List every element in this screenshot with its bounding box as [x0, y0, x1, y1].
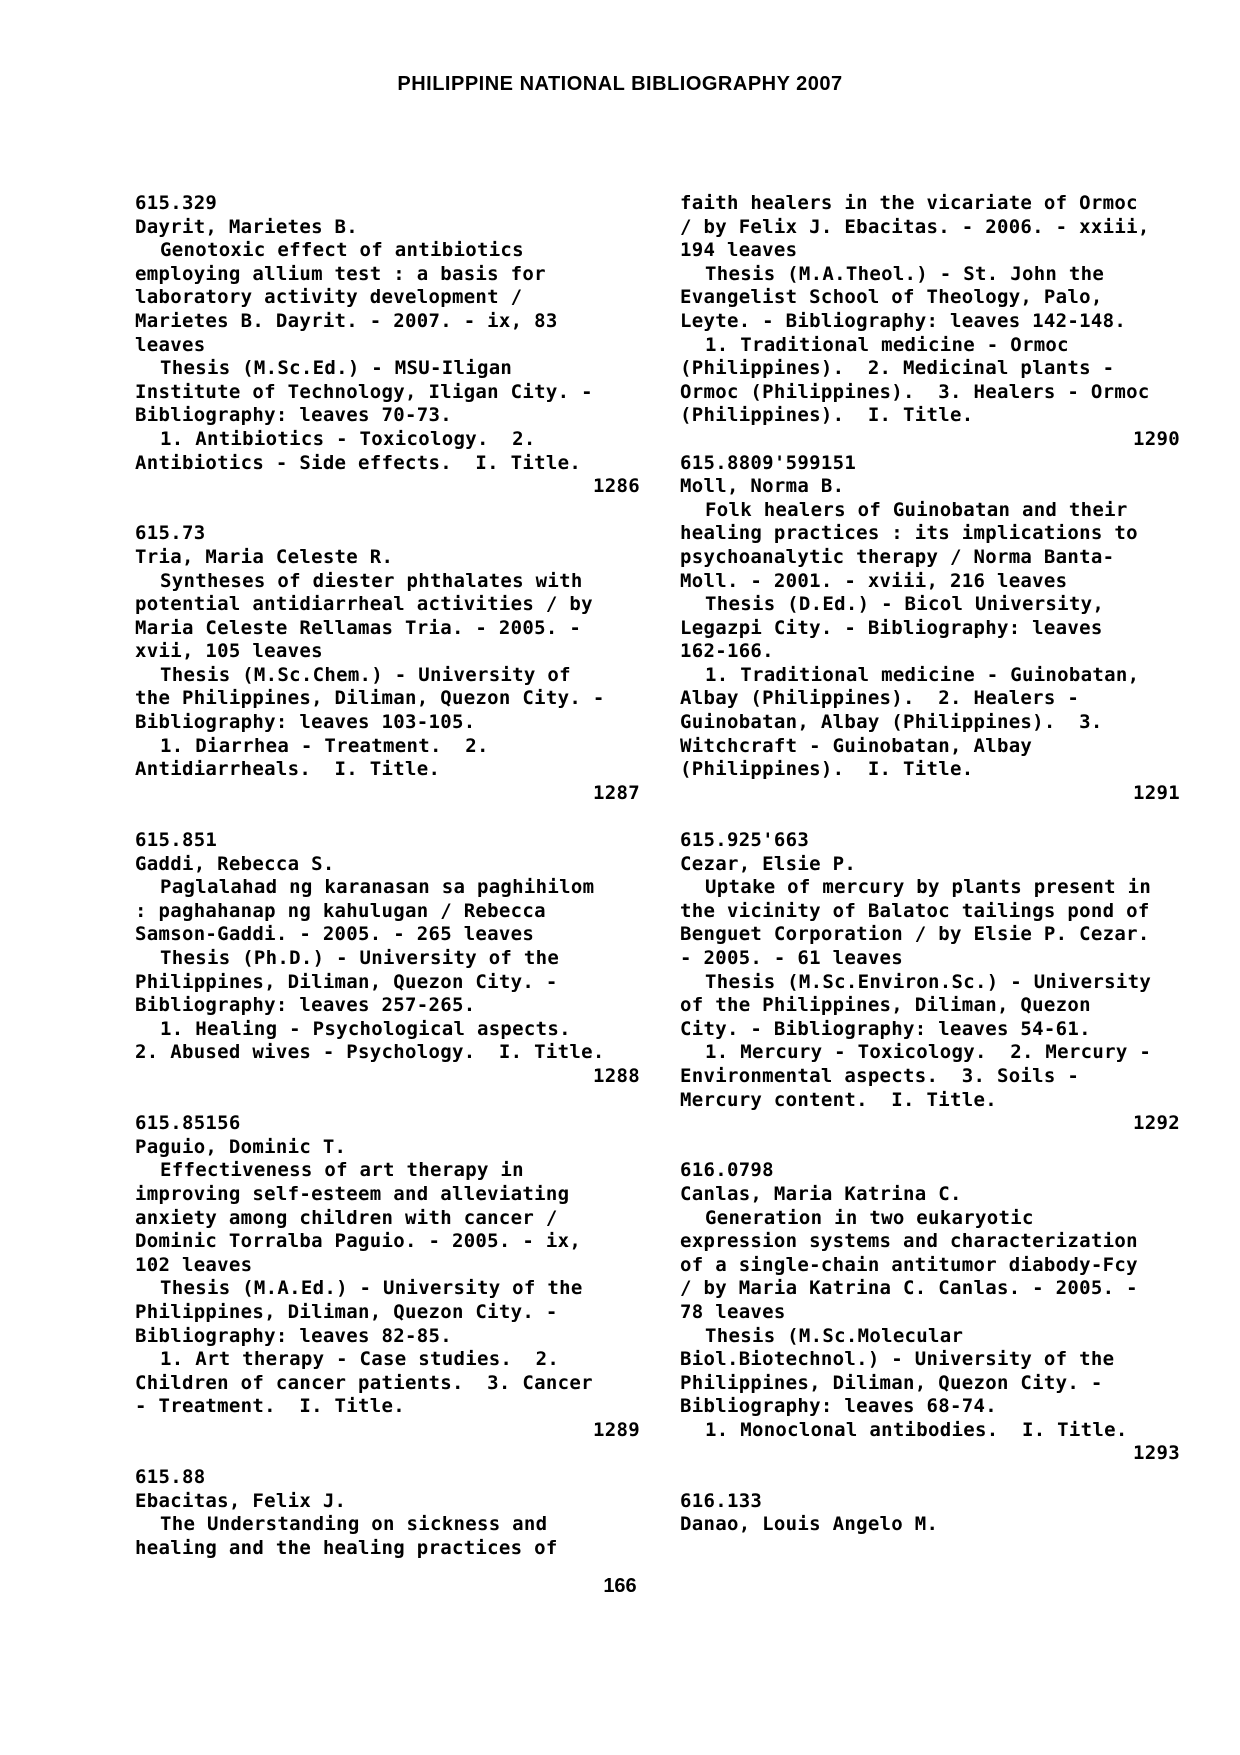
- entry-line: : paghahanap ng kahulugan / Rebecca: [135, 899, 546, 922]
- entry-line: Moll, Norma B.: [680, 475, 845, 498]
- entry-line-indented: Thesis (M.Sc.Molecular: [705, 1324, 964, 1347]
- entry-line-indented: 1. Mercury - Toxicology. 2. Mercury -: [705, 1041, 1152, 1064]
- entry-line-indented: Thesis (Ph.D.) - University of the: [160, 947, 560, 969]
- entry-spacer: [680, 805, 1180, 829]
- entry-line: Cezar, Elsie P.: [680, 852, 857, 875]
- entry-number: 1286: [593, 475, 640, 498]
- entry-line: City. - Bibliography: leaves 54-61.: [680, 1017, 1091, 1040]
- entry-line-indented: 1. Traditional medicine - Ormoc: [705, 333, 1069, 356]
- entry-line: Ebacitas, Felix J.: [135, 1489, 347, 1512]
- entry-line: Institute of Technology, Iligan City. -: [135, 380, 593, 403]
- entry-line-indented: Generation in two eukaryotic: [705, 1206, 1034, 1229]
- entry-number: 1289: [593, 1418, 640, 1441]
- entry-line: Paguio, Dominic T.: [135, 1135, 347, 1158]
- entry-line-indented: 1. Antibiotics - Toxicology. 2.: [160, 427, 536, 450]
- entry-line: 615.851: [135, 829, 218, 852]
- entry-line-indented: Thesis (M.Sc.Ed.) - MSU-Iligan: [160, 357, 513, 380]
- entry-line-indented: Thesis (M.A.Ed.) - University of the: [160, 1277, 583, 1300]
- entry-line: 615.85156: [135, 1112, 241, 1135]
- entry-line: 78 leaves: [680, 1300, 786, 1323]
- entry-line: Dominic Torralba Paguio. - 2005. - ix,: [135, 1230, 582, 1253]
- entry-line: of a single-chain antitumor diabody-Fcy: [680, 1253, 1138, 1276]
- entry-line: Marietes B. Dayrit. - 2007. - ix, 83: [135, 309, 558, 332]
- entry-spacer: [135, 805, 640, 829]
- entry-line-indented: 1. Monoclonal antibodies. I. Title.: [705, 1418, 1128, 1441]
- entry-line: laboratory activity development /: [135, 286, 523, 309]
- entry-line: 616.0798: [680, 1159, 774, 1182]
- entry-line-indented: Thesis (M.Sc.Environ.Sc.) - University: [705, 970, 1152, 993]
- entry-line: Legazpi City. - Bibliography: leaves: [680, 616, 1103, 639]
- entry-line: (Philippines). I. Title.: [680, 758, 974, 781]
- entry-line-indented: 1. Traditional medicine - Guinobatan,: [705, 663, 1140, 686]
- entry-spacer: [135, 1089, 640, 1113]
- entry-line: Tria, Maria Celeste R.: [135, 545, 394, 568]
- entry-line: Antibiotics - Side effects. I. Title.: [135, 451, 582, 474]
- entry-line: Philippines, Diliman, Quezon City. -: [135, 1300, 558, 1323]
- entry-line-indented: Thesis (D.Ed.) - Bicol University,: [705, 593, 1105, 616]
- right-column: [680, 192, 1180, 1537]
- entry-line: Maria Celeste Rellamas Tria. - 2005. -: [135, 616, 582, 639]
- entry-spacer: [135, 499, 640, 523]
- entry-number: 1292: [1133, 1112, 1180, 1135]
- entry-spacer: [135, 1442, 640, 1466]
- entry-line: 162-166.: [680, 640, 774, 663]
- entry-line: Philippines, Diliman, Quezon City. -: [135, 970, 558, 993]
- entry-line: Moll. - 2001. - xviii, 216 leaves: [680, 569, 1068, 592]
- entry-line: Leyte. - Bibliography: leaves 142-148.: [680, 309, 1127, 332]
- entry-line: the Philippines, Diliman, Quezon City. -: [135, 687, 605, 710]
- entry-line: Guinobatan, Albay (Philippines). 3.: [680, 711, 1103, 734]
- left-column: [135, 192, 640, 1560]
- entry-number: 1290: [1133, 427, 1180, 450]
- entry-line-indented: The Understanding on sickness and: [160, 1513, 548, 1536]
- entry-spacer: [680, 1466, 1180, 1490]
- entry-line-indented: Thesis (M.A.Theol.) - St. John the: [705, 262, 1105, 285]
- entry-line: Canlas, Maria Katrina C.: [680, 1182, 962, 1205]
- entry-line: Benguet Corporation / by Elsie P. Cezar.: [680, 923, 1150, 946]
- entry-line-indented: Syntheses of diester phthalates with: [160, 569, 583, 592]
- entry-line: 2. Abused wives - Psychology. I. Title.: [135, 1041, 605, 1064]
- entry-line-indented: Thesis (M.Sc.Chem.) - University of: [160, 663, 571, 686]
- entry-line-indented: 1. Diarrhea - Treatment. 2.: [160, 734, 489, 757]
- entry-line-indented: Uptake of mercury by plants present in: [705, 876, 1152, 899]
- entry-line: Albay (Philippines). 2. Healers -: [680, 687, 1080, 710]
- entry-line: 615.329: [135, 192, 218, 214]
- entry-line: of the Philippines, Diliman, Quezon: [680, 994, 1091, 1017]
- entry-line: Bibliography: leaves 103-105.: [135, 711, 476, 734]
- entry-number: 1288: [593, 1064, 640, 1087]
- entry-line: Evangelist School of Theology, Palo,: [680, 286, 1103, 309]
- entry-line: 615.88: [135, 1466, 206, 1489]
- entry-line: (Philippines). 2. Medicinal plants -: [680, 357, 1115, 380]
- entry-line-indented: 1. Art therapy - Case studies. 2.: [160, 1348, 560, 1371]
- entry-line-indented: 1. Healing - Psychological aspects.: [160, 1017, 571, 1040]
- entry-line: - Treatment. I. Title.: [135, 1395, 405, 1418]
- entry-spacer: [680, 1136, 1180, 1160]
- entry-line: 615.925'663: [680, 829, 810, 852]
- entry-line: faith healers in the vicariate of Ormoc: [680, 192, 1138, 214]
- entry-line: Philippines, Diliman, Quezon City. -: [680, 1371, 1103, 1394]
- entry-line: (Philippines). I. Title.: [680, 404, 974, 427]
- running-head: PHILIPPINE NATIONAL BIBLIOGRAPHY 2007: [397, 73, 843, 95]
- entry-line: Gaddi, Rebecca S.: [135, 852, 335, 875]
- entry-line: - 2005. - 61 leaves: [680, 947, 904, 969]
- entry-line: 194 leaves: [680, 239, 798, 262]
- entry-line: Antidiarrheals. I. Title.: [135, 758, 441, 781]
- entry-line: Ormoc (Philippines). 3. Healers - Ormoc: [680, 380, 1150, 403]
- entry-line: anxiety among children with cancer /: [135, 1206, 558, 1229]
- entry-line: Bibliography: leaves 257-265.: [135, 994, 476, 1017]
- entry-line: Witchcraft - Guinobatan, Albay: [680, 734, 1033, 757]
- entry-line: leaves: [135, 333, 206, 356]
- entry-line: 615.8809'599151: [680, 451, 857, 474]
- entry-line: Bibliography: leaves 70-73.: [135, 404, 452, 427]
- entry-line: xvii, 105 leaves: [135, 640, 323, 663]
- entry-line: healing and the healing practices of: [135, 1536, 558, 1559]
- entry-line: / by Felix J. Ebacitas. - 2006. - xxiii,: [680, 215, 1150, 238]
- entry-line: potential antidiarrheal activities / by: [135, 593, 593, 616]
- entry-line: expression systems and characterization: [680, 1230, 1138, 1253]
- entry-line-indented: Effectiveness of art therapy in: [160, 1159, 524, 1182]
- entry-line: improving self-esteem and alleviating: [135, 1182, 570, 1205]
- entry-line: 616.133: [680, 1489, 763, 1512]
- entry-line-indented: Paglalahad ng karanasan sa paghihilom: [160, 876, 595, 899]
- entry-line: Mercury content. I. Title.: [680, 1088, 997, 1111]
- entry-line: Children of cancer patients. 3. Cancer: [135, 1371, 593, 1394]
- entry-line: psychoanalytic therapy / Norma Banta-: [680, 545, 1115, 568]
- entry-line: Biol.Biotechnol.) - University of the: [680, 1348, 1115, 1371]
- entry-number: 1293: [1133, 1442, 1180, 1465]
- entry-line: 102 leaves: [135, 1253, 253, 1276]
- entry-line: 615.73: [135, 522, 206, 545]
- entry-line: Environmental aspects. 3. Soils -: [680, 1064, 1080, 1087]
- entry-line: / by Maria Katrina C. Canlas. - 2005. -: [680, 1277, 1138, 1300]
- page-number: 166: [603, 1575, 637, 1597]
- entry-line: Bibliography: leaves 82-85.: [135, 1324, 452, 1347]
- entry-line: employing allium test : a basis for: [135, 262, 546, 285]
- entry-line: healing practices : its implications to: [680, 522, 1138, 545]
- entry-line-indented: Folk healers of Guinobatan and their: [705, 498, 1128, 521]
- entry-line: the vicinity of Balatoc tailings pond of: [680, 899, 1150, 922]
- entry-line: Dayrit, Marietes B.: [135, 215, 359, 238]
- entry-line: Bibliography: leaves 68-74.: [680, 1395, 997, 1418]
- entry-number: 1291: [1133, 781, 1180, 804]
- entry-line: Danao, Louis Angelo M.: [680, 1513, 939, 1536]
- entry-line-indented: Genotoxic effect of antibiotics: [160, 239, 524, 262]
- entry-number: 1287: [593, 781, 640, 804]
- entry-line: Samson-Gaddi. - 2005. - 265 leaves: [135, 923, 535, 946]
